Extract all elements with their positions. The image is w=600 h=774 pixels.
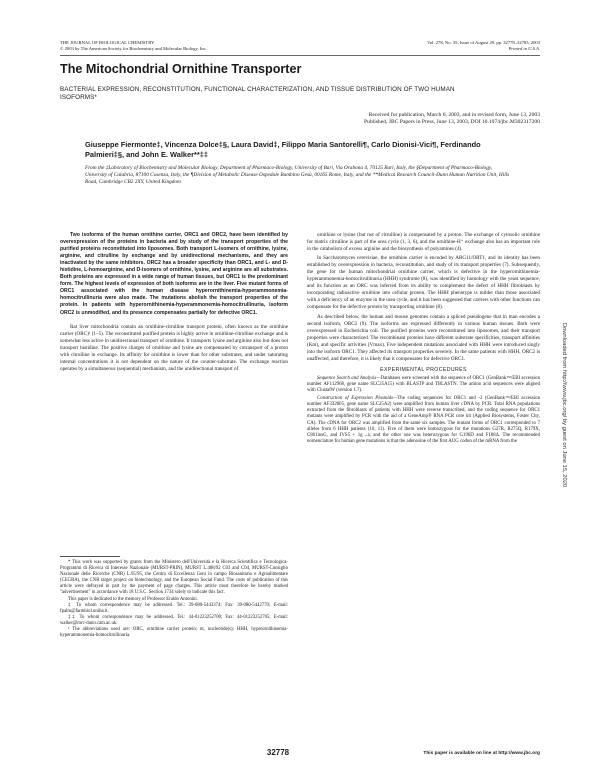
header-divider <box>60 55 540 56</box>
right-column <box>307 232 540 447</box>
printed-line: Printed in U.S.A. <box>508 46 540 52</box>
footnote-funding: * This work was supported by grants from the Ministero dell'Università e la Ricerca Scientifica e Tecnologica-Programmi di Ricerca di Interesse Nazionale (MURST-PRIN), MURST L.488/92 C03 and C04, MURST-Consiglio Nazionale delle Ricerche (CNR) L.95/95, the Centro di Eccellenza Geni in campo Biosanitario e Agroalimentare (CEGBA), the CNR target project on biotechnology, and the European Social Fund. The costs of publication of this article were defrayed in part by the payment of page charges. This article must therefore be hereby marked "advertisement" in accordance with 18 U.S.C. Section 1734 solely to indicate this fact. <box>60 560 288 596</box>
methods-subheading: Sequence Search and Analysis— <box>317 375 381 381</box>
intro-paragraph-3: In Saccharomyces cerevisiae, the ornithine carrier is encoded by ARG11/ORT1, and its identity has been established by overexpression in bacteria, reconstitution, and study of its transport properties (7). Subsequently, the gene for the human mitochondrial ornithine carrier, which is defective in the hyperornithinemia-hyperammonemia-homocitrullinuria (HHH) syndrome (8), was identified by homology with the yeast sequence, and its function as an ORC was inferred from its ability to complement the defect of HHH fibroblasts by incorporating radioactive ornithine into cellular protein. The HHH phenotype is milder than those associated with a deficiency of an enzyme in the urea cycle, and it has been suggested that carriers with other functions can compensate for the defective protein by transporting ornithine (8). <box>307 255 540 311</box>
footnote-dedication: This paper is dedicated to the memory of Professor Eraldo Antonini. <box>68 596 198 602</box>
availability-note: This paper is available on line at http://www.jbc.org <box>423 751 540 756</box>
volume-line: Vol. 278, No. 35, Issue of August 29, pp. 32778–32783, 2003 <box>427 40 540 45</box>
affiliations: From the ‡Laboratory of Biochemistry and Molecular Biology, Department of Pharmaco-Biology, University of Bari, Via Orabona 4, 70125 Bari, Italy, the §Department of Pharmaco-Biology, University of Calabria, 87100 Cosenza, Italy, the ¶Division of Metabolic Disease Ospedale Bambino Gesù, 00165 Rome, Italy, and the **Medical Research Council-Dunn Human Nutrition Unit, Hills Road, Cambridge CB2 2XY, United Kingdom <box>85 165 510 186</box>
footnotes <box>60 560 288 639</box>
publication-dates <box>240 112 540 127</box>
published-date: Published, JBC Papers in Press, June 13, 2003, DOI 10.1074/jbc.M302317200 <box>363 119 540 126</box>
methods-text: Databases were screened with the sequence of ORC1 (GenBank™/EBI accession number AF112968, gene name SLC25A15) with BLASTP and TBLASTN. The amino acid sequences were aligned with ClustalW (version 1.7). <box>307 375 540 394</box>
footnote-correspondence-2: ‡‡ To whom correspondence may be addressed. Tel.: 44-01223252700; Fax: 44-01223252705; E-mail: walker@mrc-dunn.cam.ac.uk. <box>60 614 288 626</box>
methods-text: The coding sequences for ORC1 and -2 (GenBank™/EBI accession number AF332005, gene name SLC25A2) were amplified from human liver cDNA by PCR. Total RNA populations extracted from the fibroblasts of patients with HHH were reverse transcribed, and the coding sequence for ORC1 mutants were amplified by PCR with the aid of a GeneAmp® RNA PCR core kit (Applied Biosystems, Foster City, CA). The cDNA for ORC2 was amplified from the same six samples. The mutant forms of ORC1 corresponded to 7 alleles from 6 HHH patients (10, 11). Five of them were homozygous for the mutations G27R, R275Q, R179X, C861insG, and IVS5 + 1g→a, and the other one was heterozygous for G196D and F188Δ. The recommended nomenclature for human gene mutations is that the adenosine of the first AUG codon of the mRNA from the <box>307 395 540 445</box>
footnote-abbreviations: ¹ The abbreviations used are: ORC, ornithine carrier protein; nt, nucleotide(s); HHH, hyperornithinemia-hyperammonemia-homocitrullinuria. <box>60 627 288 639</box>
methods-subheading: Construction of Expression Plasmids— <box>317 395 398 401</box>
methods-paragraph <box>307 376 540 395</box>
intro-paragraph-4: As described below, the human and mouse genomes contain a spliced pseudogene that in man encodes a second isoform, ORC2 (9). The isoforms are expressed differently in various human tissues. Both were overexpressed in Escherichia coli. The purified proteins were reconstituted into liposomes, and their transport properties were characterized. The recombinant proteins have different substrate specificities, transport affinities (Km), and specific activities (Vmax). Five independent mutations associated with HHH were introduced singly into the isoform ORC1. They affected its transport properties severely. In the same patients with HHH, ORC2 is unaffected, and therefore, it is likely that it compensates for defective ORC1. <box>307 313 540 362</box>
article-subtitle: BACTERIAL EXPRESSION, RECONSTITUTION, FUNCTIONAL CHARACTERIZATION, AND TISSUE DISTRIBUTION OF TWO HUMAN ISOFORMS* <box>60 86 455 101</box>
abstract: Two isoforms of the human ornithine carrier, ORC1 and ORC2, have been identified by overexpression of the proteins in bacteria and by study of the transport properties of the purified proteins reconstituted into liposomes. Both transport L-isomers of ornithine, lysine, arginine, and citrulline by exchange and by unidirectional mechanisms, and they are inactivated by the same inhibitors. ORC2 has a broader specificity than ORC1, and L- and D-histidine, L-homoarginine, and D-isomers of ornithine, lysine, and arginine are all substrates. Both proteins are expressed in a wide range of human tissues, but ORC1 is the predominant form. The highest levels of expression of both isoforms are in the liver. Five mutant forms of ORC1 associated with the human disease hyperornithinemia-hyperammonemia-homocitrullinuria were also made. The mutations abolish the transport properties of the protein. In patients with hyperornithinemia-hyperammonemia-homocitrullinuria, isoform ORC2 is unmodified, and its presence compensates partially for defective ORC1. <box>60 232 288 316</box>
copyright-line: © 2003 by The American Society for Biochemistry and Molecular Biology, Inc. <box>60 46 207 52</box>
journal-name: THE JOURNAL OF BIOLOGICAL CHEMISTRY <box>60 40 155 45</box>
intro-paragraph-1: Rat liver mitochondria contain an ornithine-citrulline transport protein, often known as the ornithine carrier (ORC)¹ (1–5). The reconstituted purified protein is highly active in ornithine-citrulline exchange and is somewhat less active in unidirectional transport of ornithine. It transports lysine and arginine also but does not transport histidine. The positive charges of ornithine and lysine are compensated by cotransport of a proton with citrulline in exchange. Its affinity for ornithine is lower than for other substrates, and under saturating internal concentrations it is not dependent on the nature of the counter-substrate. The exchange reaction operates by a simultaneous (sequential) mechanism, and the unidirectional transport of <box>60 323 288 372</box>
received-date: Received for publication, March 6, 2003, and in revised form, June 13, 2003 <box>368 112 540 118</box>
page-number: 32778 <box>266 748 290 757</box>
issue-header <box>427 40 540 52</box>
footnote-divider <box>60 556 120 557</box>
methods-paragraph <box>307 396 540 446</box>
intro-paragraph-2: ornithine or lysine (but not of citrulline) is compensated by a proton. The exchange of cytosolic ornithine for matrix citrulline is part of the urea cycle (1, 3, 6), and the ornithine-H⁺ exchange also has an important role in the catabolism of excess arginine and the biosynthesis of polyamines (4). <box>307 232 540 253</box>
download-note-text: Downloaded from http://www.jbc.org/ by guest on June 15, 2020 <box>561 322 568 488</box>
author-list: Giuseppe Fiermonte‡, Vincenza Dolce‡§, Laura David‡, Filippo Maria Santorelli¶, Carlo Dionisi-Vici¶, Ferdinando Palmieri‡§, and John E. Walker**‡‡ <box>85 140 481 159</box>
left-column <box>60 232 288 375</box>
download-watermark <box>560 235 569 575</box>
footnote-correspondence-1: ‡ To whom correspondence may be addressed. Tel.: 39-080-5443374; Fax: 39-080-5442770; E-mail: fpalm@farmbiol.uniba.it. <box>60 602 288 614</box>
journal-header <box>60 40 207 52</box>
article-title: The Mitochondrial Ornithine Transporter <box>60 62 302 76</box>
section-heading-methods: EXPERIMENTAL PROCEDURES <box>380 366 467 373</box>
